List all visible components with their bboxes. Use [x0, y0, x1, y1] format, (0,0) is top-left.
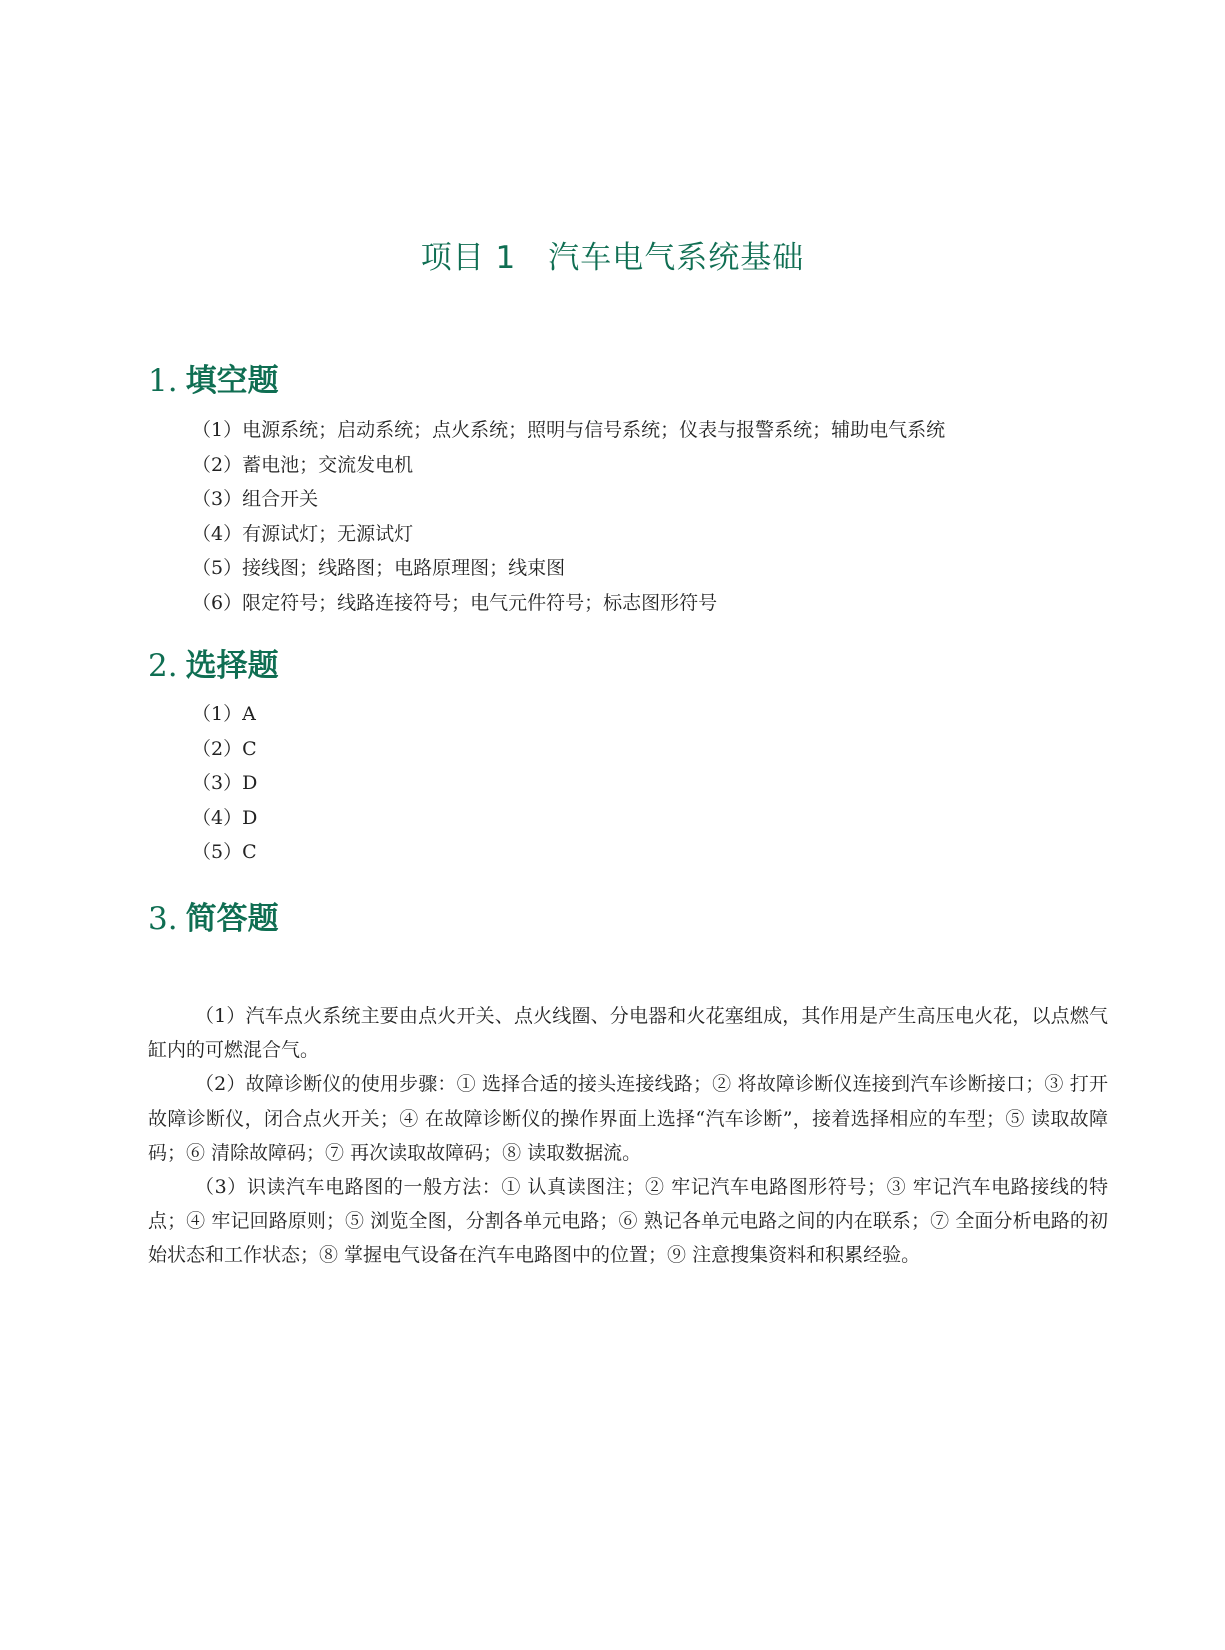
- list-item: （4）D: [192, 806, 258, 829]
- answer-paragraph: （2）故障诊断仪的使用步骤：① 选择合适的接头连接线路；② 将故障诊断仪连接到汽车诊断接口；③ 打开故障诊断仪，闭合点火开关；④ 在故障诊断仪的操作界面上选择“汽车诊断”，接着选择相应的车型；⑤ 读取故障码；⑥ 清除故障码；⑦ 再次读取故障码；⑧ 读取数据流。: [148, 1073, 1108, 1164]
- list-item: （5）接线图；线路图；电路原理图；线束图: [192, 557, 566, 579]
- list-item: （3）D: [192, 772, 258, 794]
- short-answer-block: [148, 999, 1108, 1273]
- section-title: 简答题: [185, 901, 279, 937]
- section-heading-multiple-choice: [148, 640, 279, 685]
- list-item: （1）电源系统；启动系统；点火系统；照明与信号系统；仪表与报警系统；辅助电气系统: [192, 419, 946, 441]
- list-item: （2）蓄电池；交流发电机: [192, 453, 414, 476]
- list-item: （4）有源试灯；无源试灯: [192, 522, 414, 545]
- choice-answer-list: [192, 697, 257, 870]
- list-item: （2）C: [192, 737, 257, 760]
- section-number: 2.: [148, 648, 178, 684]
- answer-paragraph: （3）识读汽车电路图的一般方法：① 认真读图注；② 牢记汽车电路图形符号；③ 牢记汽车电路接线的特点；④ 牢记回路原则；⑤ 浏览全图，分割各单元电路；⑥ 熟记各单元电路之间的内在联系；⑦ 全面分析电路的初始状态和工作状态；⑧ 掌握电气设备在汽车电路图中的位置；⑨ 注意搜集资料和积累经验。: [148, 1176, 1108, 1267]
- section-title: 选择题: [185, 648, 279, 684]
- section-number: 1.: [148, 363, 178, 399]
- list-item: （6）限定符号；线路连接符号；电气元件符号；标志图形符号: [192, 591, 718, 614]
- section-heading-fill-blank: [148, 355, 279, 400]
- list-item: （3）组合开关: [192, 488, 319, 510]
- answer-paragraph: （1）汽车点火系统主要由点火开关、点火线圈、分电器和火花塞组成，其作用是产生高压电火花，以点燃气缸内的可燃混合气。: [148, 1005, 1108, 1062]
- section-title: 填空题: [185, 363, 279, 399]
- list-item: （5）C: [192, 841, 257, 863]
- page-title: 项目 1 汽车电气系统基础: [420, 240, 805, 276]
- fill-blank-answer-list: [192, 413, 945, 620]
- section-heading-short-answer: [148, 893, 279, 938]
- section-number: 3.: [148, 901, 178, 937]
- list-item: （1）A: [192, 703, 256, 725]
